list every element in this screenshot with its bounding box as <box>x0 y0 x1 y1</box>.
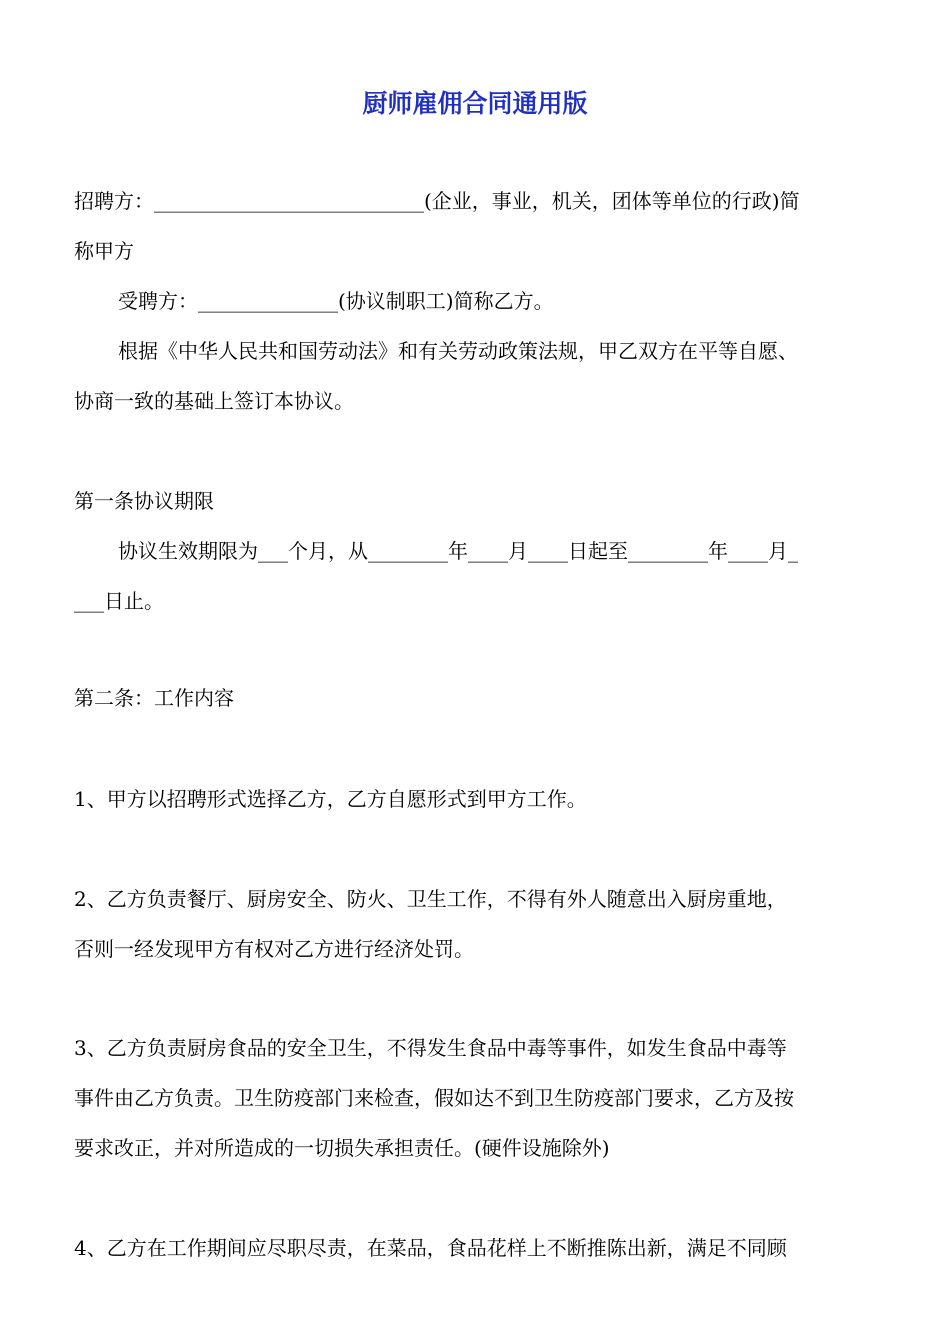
text-line-recruiter-cont: 称甲方 <box>74 239 134 263</box>
clause-3: 3、乙方负责厨房食品的安全卫生，不得发生食品中毒等事件，如发生食品中毒等 <box>74 1036 787 1060</box>
clause-1: 1、甲方以招聘形式选择乙方，乙方自愿形式到甲方工作。 <box>74 787 587 811</box>
text-line-employee: 受聘方：______________(协议制职工)简称乙方。 <box>118 289 554 313</box>
text-line-term-cont: ___日止。 <box>74 589 164 613</box>
document-title: 厨师雇佣合同通用版 <box>362 89 588 118</box>
clause-2-cont: 否则一经发现甲方有权对乙方进行经济处罚。 <box>74 937 474 961</box>
clause-4: 4、乙方在工作期间应尽职尽责，在菜品，食品花样上不断推陈出新，满足不同顾 <box>74 1236 787 1260</box>
section-heading-work: 第二条：工作内容 <box>74 686 234 710</box>
clause-2: 2、乙方负责餐厅、厨房安全、防火、卫生工作，不得有外人随意出入厨房重地， <box>74 887 787 911</box>
text-line-recruiter: 招聘方：___________________________(企业，事业，机关，团体等单位的行政)简 <box>74 189 800 213</box>
section-heading-term: 第一条协议期限 <box>74 489 214 513</box>
text-line-term: 协议生效期限为___个月，从________年____月____日起至________年____月_ <box>118 539 798 563</box>
text-line-basis: 根据《中华人民共和国劳动法》和有关劳动政策法规，甲乙双方在平等自愿、 <box>118 339 798 363</box>
clause-3-cont-2: 要求改正，并对所造成的一切损失承担责任。(硬件设施除外) <box>74 1136 610 1160</box>
text-line-basis-cont: 协商一致的基础上签订本协议。 <box>74 389 354 413</box>
clause-3-cont-1: 事件由乙方负责。卫生防疫部门来检查，假如达不到卫生防疫部门要求，乙方及按 <box>74 1086 794 1110</box>
